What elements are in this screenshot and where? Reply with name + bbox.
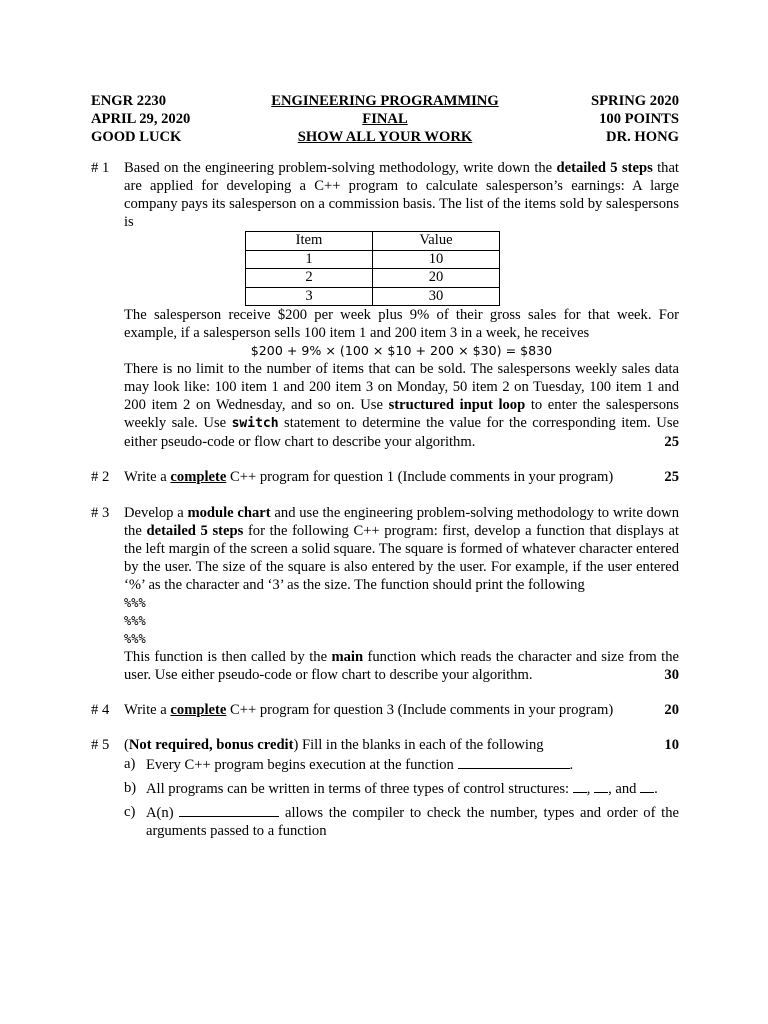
question-text: The salesperson receive $200 per week plus 9% of their gross sales for that week. For example, if a salesperson sells 100 item 1 and 200 item 3 in a week, he receives bbox=[124, 307, 679, 341]
semester: SPRING 2020 bbox=[591, 93, 679, 109]
table-cell: 3 bbox=[246, 287, 373, 306]
table-header-row bbox=[246, 232, 500, 251]
greeting: GOOD LUCK bbox=[91, 129, 182, 145]
sub-question-c: c) A(n) allows the compiler to check the number, types and order of the arguments passed to a function bbox=[124, 804, 679, 839]
table-row bbox=[246, 287, 500, 306]
question-2 bbox=[91, 468, 679, 486]
question-number: # 2 bbox=[91, 469, 110, 485]
question-points: 25 bbox=[664, 434, 679, 450]
question-text: This function is then called by the main function which reads the character and size from the user. Use either pseudo-code or flow chart to describe your algorithm. 30 bbox=[124, 649, 679, 683]
answer-blank[interactable] bbox=[573, 779, 587, 793]
exam-page bbox=[91, 92, 679, 840]
exam-date: APRIL 29, 2020 bbox=[91, 111, 191, 127]
table-cell: 2 bbox=[246, 269, 373, 288]
question-5 bbox=[91, 736, 679, 840]
item-value-table bbox=[245, 231, 500, 306]
question-text: Write a complete C++ program for question 3 (Include comments in your program) 20 bbox=[124, 702, 679, 718]
total-points: 100 POINTS bbox=[599, 111, 679, 127]
table-cell: 30 bbox=[373, 287, 500, 306]
answer-blank[interactable] bbox=[179, 803, 279, 817]
table-row bbox=[246, 269, 500, 288]
question-text: Based on the engineering problem-solving methodology, write down the detailed 5 steps that are applied for developing a C++ program to calculate salesperson’s earnings: A large company pays its salesperson on a commission basis. The list of the items sold by salespersons is bbox=[124, 160, 679, 230]
question-points: 30 bbox=[664, 667, 679, 683]
work-instruction: SHOW ALL YOUR WORK bbox=[297, 129, 473, 145]
question-3 bbox=[91, 504, 679, 684]
table-cell: 1 bbox=[246, 250, 373, 269]
course-title: ENGINEERING PROGRAMMING bbox=[271, 93, 499, 109]
table-header-cell: Item bbox=[246, 232, 373, 251]
answer-blank[interactable] bbox=[458, 755, 570, 769]
table-row bbox=[246, 250, 500, 269]
course-code: ENGR 2230 bbox=[91, 93, 166, 109]
table-cell: 20 bbox=[373, 269, 500, 288]
question-1 bbox=[91, 159, 679, 451]
question-text: (Not required, bonus credit) Fill in the blanks in each of the following 10 bbox=[124, 737, 679, 753]
answer-blank[interactable] bbox=[594, 779, 608, 793]
sub-question-b: b) All programs can be written in terms of three types of control structures: , , and . bbox=[124, 780, 658, 797]
question-points: 10 bbox=[664, 737, 679, 753]
square-output-line: %%% bbox=[124, 596, 146, 610]
question-number: # 5 bbox=[91, 737, 110, 753]
question-number: # 4 bbox=[91, 702, 110, 718]
code-keyword: switch bbox=[231, 416, 279, 431]
question-number: # 1 bbox=[91, 160, 110, 176]
exam-header bbox=[91, 92, 679, 146]
question-text: Develop a module chart and use the engineering problem-solving methodology to write down the detailed 5 steps for the following C++ program: first, develop a function that displays at the left margin of the screen a solid square. The square is formed of whatever character entered by the user. The size of the square is also entered by the user. For example, if the user entered ‘%’ as the character and ‘3’ as the size. The function should print the following bbox=[124, 505, 679, 593]
square-output-line: %%% bbox=[124, 632, 146, 646]
earnings-formula: $200 + 9% × (100 × $10 + 200 × $30) = $830 bbox=[250, 343, 553, 358]
question-text: There is no limit to the number of items that can be sold. The salespersons weekly sales data may look like: 100 item 1 and 200 item 3 on Monday, 50 item 2 on Tuesday, 100 item 1 and 200 item 2 on Wednesday, and so on. Use structured input loop to enter the salespersons weekly sale. Use switch statement to determine the value for the corresponding item. Use either pseudo-code or flow chart to describe your algorithm. 25 bbox=[124, 361, 679, 450]
question-4 bbox=[91, 701, 679, 719]
instructor: DR. HONG bbox=[606, 129, 679, 145]
table-header-cell: Value bbox=[373, 232, 500, 251]
square-output-line: %%% bbox=[124, 614, 146, 628]
table-cell: 10 bbox=[373, 250, 500, 269]
sub-question-a: a) Every C++ program begins execution at the function . bbox=[124, 756, 574, 773]
exam-type: FINAL bbox=[362, 111, 408, 127]
question-points: 20 bbox=[664, 702, 679, 718]
question-points: 25 bbox=[664, 469, 679, 485]
question-number: # 3 bbox=[91, 505, 110, 521]
answer-blank[interactable] bbox=[640, 779, 654, 793]
question-text: Write a complete C++ program for question 1 (Include comments in your program) 25 bbox=[124, 469, 679, 485]
